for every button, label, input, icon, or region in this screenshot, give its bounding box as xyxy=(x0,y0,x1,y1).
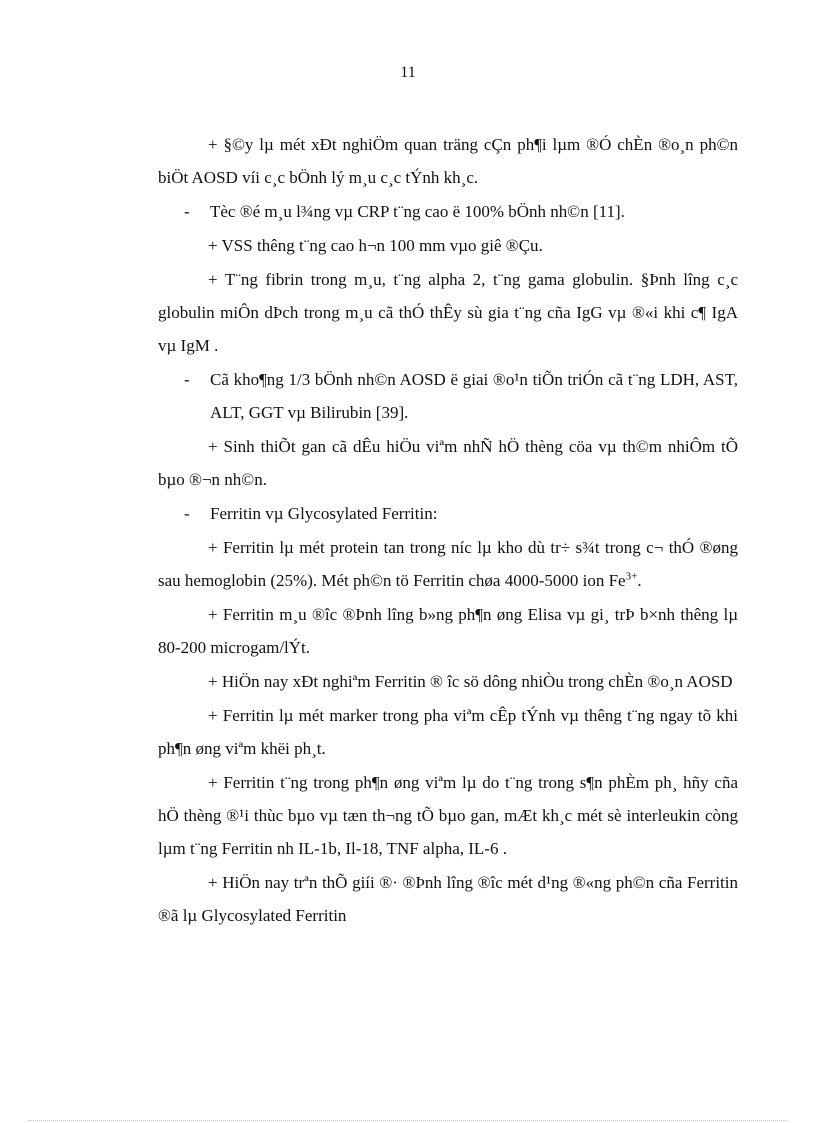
paragraph-plus: + HiÖn nay trªn thÕ giíi ®· ®Þnh lîng ®îc mét d¹ng ®«ng ph©n cña Ferritin ®ã lµ Glycosylated Ferritin xyxy=(158,873,738,925)
paragraph-text: + Ferritin lµ mét protein tan trong níc lµ kho dù tr÷ s¾t trong c¬ thÓ ®øng sau hemoglobin (25%). Mét ph©n tö Ferritin chøa 4000-5000 ion Fe xyxy=(158,538,738,590)
paragraph-plus: + Sinh thiÕt gan cã dÊu hiÖu viªm nhÑ hÖ thèng cöa vµ th©m nhiÔm tÕ bµo ®¬n nh©n. xyxy=(158,437,738,489)
paragraph-plus: + VSS thêng t¨ng cao h¬n 100 mm vµo giê ®Çu. xyxy=(208,236,543,255)
paragraph-plus: + Ferritin m¸u ®îc ®Þnh lîng b»ng ph¶n øng Elisa vµ gi¸ trÞ b×nh thêng lµ 80-200 microgam/lÝt. xyxy=(158,605,738,657)
document-body xyxy=(158,128,738,933)
page-number: 11 xyxy=(400,64,416,81)
dash-item-text: Tèc ®é m¸u l¾ng vµ CRP t¨ng cao ë 100% bÖnh nh©n [11]. xyxy=(210,202,625,221)
paragraph-plus: + Ferritin lµ mét marker trong pha viªm cÊp tÝnh vµ thêng t¨ng ngay tõ khi ph¶n øng viªm khëi ph¸t. xyxy=(158,706,738,758)
dash-bullet: - xyxy=(184,504,190,523)
dash-item xyxy=(158,497,738,530)
paragraph-tail: . xyxy=(637,571,642,590)
dash-item-text: Cã kho¶ng 1/3 bÖnh nh©n AOSD ë giai ®o¹n tiÕn triÓn cã t¨ng LDH, AST, ALT, GGT vµ Bilirubin [39]. xyxy=(210,370,738,422)
dash-item-text: Ferritin vµ Glycosylated Ferritin: xyxy=(210,504,438,523)
dash-bullet: - xyxy=(184,370,190,389)
dash-item xyxy=(158,363,738,429)
superscript-charge: 3+ xyxy=(625,570,638,583)
paragraph-plus: + HiÖn nay xÐt nghiªm Ferritin ® îc sö dông nhiÒu trong chÈn ®o¸n AOSD xyxy=(208,672,733,691)
dash-bullet: - xyxy=(184,202,190,221)
paragraph-plus xyxy=(158,531,738,597)
dash-item xyxy=(158,195,738,228)
paragraph-plus: + §©y lµ mét xÐt nghiÖm quan träng cÇn ph¶i lµm ®Ó chÈn ®o¸n ph©n biÖt AOSD víi c¸c bÖnh lý m¸u c¸c tÝnh kh¸c. xyxy=(158,135,738,187)
paragraph-plus: + T¨ng fibrin trong m¸u, t¨ng alpha 2, t¨ng gama globulin. §Þnh lîng c¸c globulin miÔn dÞch trong m¸u cã thÓ thÊy sù gia t¨ng cña IgG vµ ®«i khi c¶ IgA vµ IgM . xyxy=(158,270,738,355)
paragraph-plus: + Ferritin t¨ng trong ph¶n øng viªm lµ do t¨ng trong s¶n phÈm ph¸ hñy cña hÖ thèng ®¹i thùc bµo vµ tæn th¬ng tÕ bµo gan, mÆt kh¸c mét sè interleukin còng lµm t¨ng Ferritin nh IL-1b, Il-18, TNF alpha, IL-6 . xyxy=(158,773,738,858)
page-bottom-divider xyxy=(28,1120,788,1121)
